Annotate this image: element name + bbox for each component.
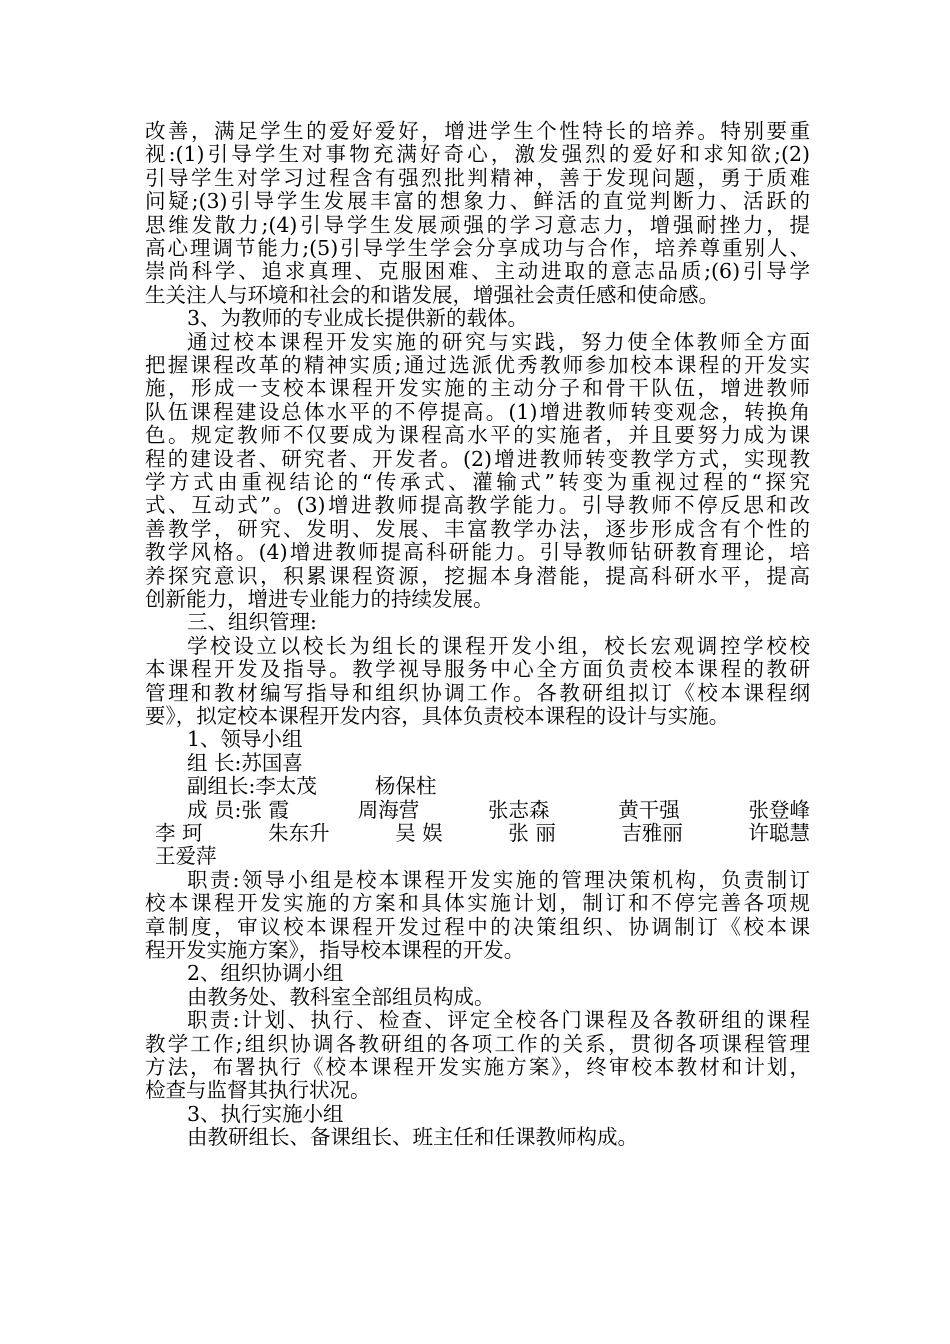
paragraph-line: 色。规定教师不仅要成为课程高水平的实施者，并且要努力成为课 [145, 423, 810, 448]
paragraph-line: 职责:领导小组是校本课程开发实施的管理决策机构，负责制订 [187, 867, 810, 892]
paragraph-line: 程的建设者、研究者、开发者。(2)增进教师转变教学方式，实现教 [145, 446, 810, 471]
paragraph-line: 善教学，研究、发明、发展、丰富教学办法，逐步形成含有个性的 [145, 516, 810, 541]
paragraph-line: 思维发散力;(4)引导学生发展顽强的学习意志力，增强耐挫力，提 [145, 212, 810, 237]
section-heading: 1、领导小组 [187, 727, 303, 752]
paragraph-line: 养探究意识，积累课程资源，挖掘本身潜能，提高科研水平，提高 [145, 563, 810, 588]
member-name: 张志森 [487, 797, 550, 822]
member-name: 成 员:张 霞 [187, 797, 289, 822]
deputy-leader-2: 杨保柱 [374, 774, 437, 799]
paragraph-line: 要》，拟定校本课程开发内容，具体负责校本课程的设计与实施。 [145, 704, 730, 728]
member-name: 朱东升 [268, 821, 330, 845]
member-name: 张 丽 [508, 821, 556, 845]
paragraph-line: 队伍课程建设总体水平的不停提高。(1)增进教师转变观念，转换角 [145, 399, 810, 424]
paragraph-line: 创新能力，增进专业能力的持续发展。 [145, 587, 494, 611]
paragraph-line: 改善，满足学生的爱好爱好，增进学生个性特长的培养。特别要重 [145, 119, 810, 143]
paragraph-line: 式、互动式”。(3)增进教师提高教学能力。引导教师不停反思和改 [145, 493, 810, 518]
paragraph-line: 把握课程改革的精神实质;通过选派优秀教师参加校本课程的开发实 [145, 353, 810, 377]
section-heading: 3、为教师的专业成长提供新的载体。 [187, 306, 529, 331]
paragraph-line: 问疑;(3)引导学生发展丰富的想象力、鲜活的直觉判断力、活跃的 [145, 189, 810, 214]
member-name: 吉雅丽 [621, 821, 683, 845]
section-heading: 2、组织协调小组 [187, 961, 344, 986]
member-name: 李 珂 [155, 821, 203, 845]
paragraph-line: 教学风格。(4)增进教师提高科研能力。引导教师钻研教育理论，培 [145, 540, 810, 565]
member-name: 周海营 [357, 797, 420, 822]
section-heading: 3、执行实施小组 [187, 1101, 344, 1126]
paragraph-line: 通过校本课程开发实施的研究与实践，努力使全体教师全方面 [187, 329, 810, 354]
paragraph-line: 管理和教材编写指导和组织协调工作。各教研组拟订《校本课程纲 [145, 680, 810, 705]
paragraph-line: 由教务处、教科室全部组员构成。 [187, 984, 495, 1009]
paragraph-line: 施，形成一支校本课程开发实施的主动分子和骨干队伍，增进教师 [145, 376, 810, 401]
paragraph-line: 教学工作;组织协调各教研组的各项工作的关系，贯彻各项课程管理 [145, 1031, 810, 1056]
paragraph-line: 程开发实施方案》，指导校本课程的开发。 [145, 938, 525, 962]
member-name: 吴 娱 [395, 821, 443, 845]
paragraph-line: 本课程开发及指导。教学视导服务中心全方面负责校本课程的教研 [145, 657, 810, 682]
leader-line: 组 长:苏国喜 [187, 750, 303, 775]
paragraph-line: 引导学生对学习过程含有强烈批判精神，善于发现问题，勇于质难 [145, 165, 810, 190]
section-heading: 三、组织管理: [187, 610, 317, 635]
member-name: 王爱萍 [155, 844, 217, 869]
paragraph-line: 由教研组长、备课组长、班主任和任课教师构成。 [187, 1125, 638, 1150]
paragraph-line: 校本课程开发实施的方案和具体实施计划，制订和不停完善各项规 [145, 891, 810, 916]
paragraph-line: 生关注人与环境和社会的和谐发展，增强社会责任感和使命感。 [145, 282, 719, 307]
member-name: 许聪慧 [748, 821, 810, 845]
paragraph-line: 学校设立以校长为组长的课程开发小组，校长宏观调控学校校 [187, 633, 810, 658]
paragraph-line: 方法，布署执行《校本课程开发实施方案》，终审校本教材和计划， [145, 1055, 810, 1079]
paragraph-line: 职责:计划、执行、检查、评定全校各门课程及各教研组的课程 [187, 1008, 810, 1033]
paragraph-line: 崇尚科学、追求真理、克服困难、主动进取的意志品质;(6)引导学 [145, 259, 810, 284]
paragraph-line: 检查与监督其执行状况。 [145, 1078, 371, 1103]
paragraph-line: 章制度，审议校本课程开发过程中的决策组织、协调制订《校本课 [145, 914, 810, 939]
member-name: 张登峰 [748, 797, 810, 822]
paragraph-line: 高心理调节能力;(5)引导学生学会分享成功与合作，培养尊重别人、 [145, 236, 810, 260]
paragraph-line: 视:(1)引导学生对事物充满好奇心，激发强烈的爱好和求知欲;(2) [145, 142, 810, 167]
deputy-leader-1: 副组长:李太茂 [187, 774, 317, 799]
member-name: 黄干强 [618, 797, 680, 822]
paragraph-line: 学方式由重视结论的“传承式、灌输式”转变为重视过程的“探究 [145, 470, 810, 494]
